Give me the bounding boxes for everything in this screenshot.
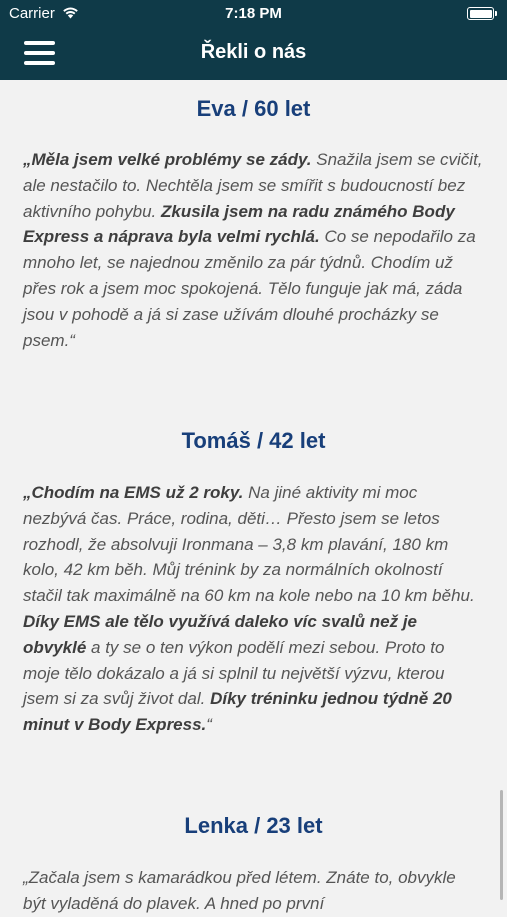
scrollbar[interactable] [500, 790, 503, 900]
text-segment: a ty se o ten výkon podělí mezi sebou. Proto to moje tělo dokázalo a já si splnil tu největší výzvu, kterou jsem si za svůj život dal. [23, 637, 445, 709]
testimonial-text [0, 865, 507, 917]
testimonial-name: Tomáš / 42 let [181, 428, 326, 453]
battery-icon [467, 7, 494, 20]
highlighted-text: Zkusila jsem na radu známého Body Express a náprava byla velmi rychlá. [23, 201, 455, 247]
testimonial-text [0, 480, 507, 738]
testimonial-name: Lenka / 23 let [184, 813, 323, 838]
navigation-bar [0, 28, 507, 80]
text-segment: Na jiné aktivity mi moc nezbývá čas. Práce, rodina, děti… Přesto jsem se letos rozhodl, že absolvuji Ironmana – 3,8 km plavání, 180 km kolo, 42 km běh. Můj trénink by za normálních okolností stačil tak maximálně na 60 km na kole nebo na 10 km běhu. [23, 483, 475, 606]
status-bar [0, 0, 507, 28]
text-segment: “ [206, 715, 212, 735]
text-segment: Snažila jsem se cvičit, ale nestačilo to. Nechtěla jsem se smířit s budoucností bez aktivního pohybu. [23, 150, 483, 221]
testimonial-text [0, 147, 507, 353]
carrier-label: Carrier [9, 5, 55, 22]
highlighted-text: Díky tréninku jednou týdně 20 minut v Body Express. [23, 689, 452, 735]
clock: 7:18 PM [225, 5, 282, 22]
battery-tip [495, 11, 497, 16]
testimonial-name: Eva / 60 let [196, 96, 311, 121]
highlighted-text: „Chodím na EMS už 2 roky. [23, 483, 244, 502]
page-title: Řekli o nás [200, 41, 307, 63]
text-segment: „Začala jsem s kamarádkou před létem. Znáte to, obvykle být vyladěná do plavek. A hned po první [23, 868, 456, 913]
text-segment: Co se nepodařilo za mnoho let, se najednou změnilo za pár týdnů. Chodím už přes rok a jsem moc spokojená. Tělo funguje jak má, záda jsou v pohodě a já si zase užívám dlouhé procházky se psem.“ [23, 227, 476, 350]
highlighted-text: „Měla jsem velké problémy se zády. [23, 150, 312, 169]
highlighted-text: Díky EMS ale tělo využívá daleko víc svalů než je obvyklé [23, 611, 418, 657]
